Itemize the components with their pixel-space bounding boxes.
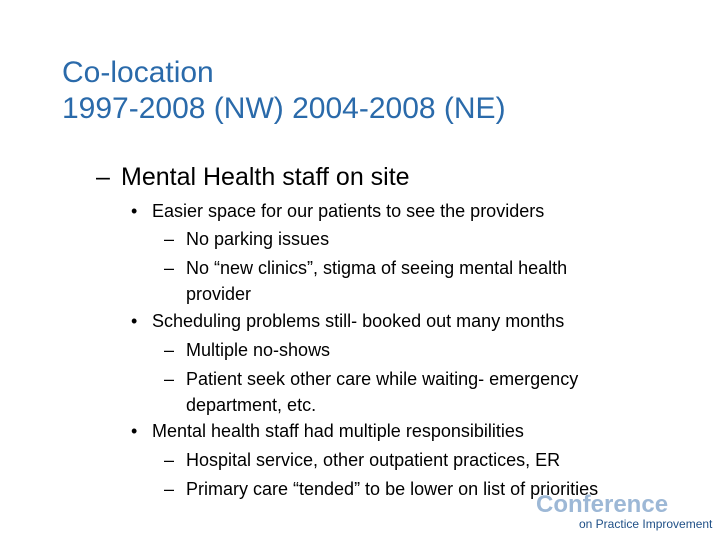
dash-marker: – [164, 229, 175, 249]
conference-logo [536, 493, 716, 533]
sub-item-text: Multiple no-shows [186, 340, 331, 360]
sub-item-text: Primary care “tended” to be lower on list of priorities [186, 479, 599, 499]
sub-item [164, 366, 578, 392]
title-line-1: Co-location [62, 56, 214, 89]
bullet-item: Mental health staff had multiple responsibilities [152, 421, 524, 441]
level1-text: Mental Health staff on site [121, 163, 410, 191]
dash-marker: – [164, 369, 175, 389]
sub-item-text: No “new clinics”, stigma of seeing mental health [186, 258, 568, 278]
logo-word: Conference [536, 491, 669, 518]
sub-item-text: Hospital service, other outpatient practices, ER [186, 450, 561, 470]
sub-item-continuation: department, etc. [186, 395, 317, 415]
sub-item-text: No parking issues [186, 229, 330, 249]
dash-marker: – [164, 340, 175, 360]
dash-marker: – [164, 258, 175, 278]
sub-item [164, 337, 330, 363]
level1-item [96, 162, 410, 192]
bullet-marker: • [131, 421, 138, 441]
sub-item [164, 447, 560, 473]
sub-item [164, 255, 567, 281]
sub-item [164, 226, 329, 252]
sub-item-text: Patient seek other care while waiting- emergency [186, 369, 579, 389]
bullet-marker: • [131, 311, 138, 331]
title-line-2: 1997-2008 (NW) 2004-2008 (NE) [62, 92, 506, 125]
slide-title [62, 55, 506, 127]
dash-marker: – [96, 163, 110, 191]
dash-marker: – [164, 450, 175, 470]
bullet-marker: • [131, 201, 138, 221]
bullet-item: Scheduling problems still- booked out many months [152, 311, 565, 331]
dash-marker: – [164, 479, 175, 499]
logo-subtitle: on Practice Improvement [579, 517, 713, 531]
sub-item [164, 476, 598, 502]
bullet-item: Easier space for our patients to see the providers [152, 201, 545, 221]
sub-item-continuation: provider [186, 284, 252, 304]
